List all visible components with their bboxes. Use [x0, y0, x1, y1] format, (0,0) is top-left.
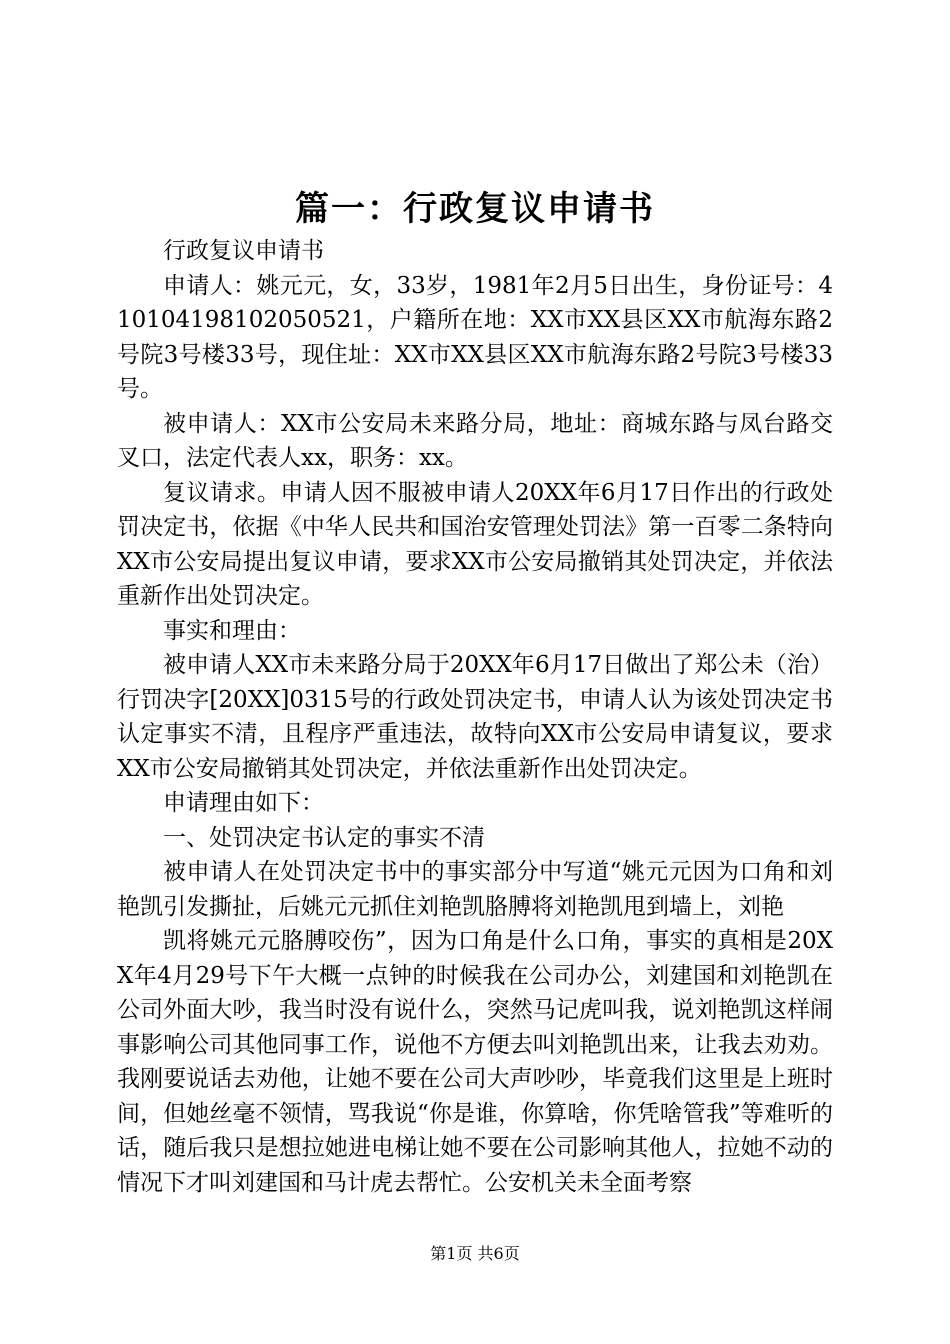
paragraph-statement-continued: 凯将姚元元胳膊咬伤”，因为口角是什么口角，事实的真相是20XX年4月29号下午大概一点钟的时候我在公司办公，刘建国和刘艳凯在公司外面大吵，我当时没有说什么，突然马记虎叫我，说刘艳凯这样闹事影响公司其他同事工作，说他不方便去叫刘艳凯出来，让我去劝劝。我刚要说话去劝他，让她不要在公司大声吵吵，毕竟我们这里是上班时间，但她丝毫不领情，骂我说“你是谁，你算啥，你凭啥管我”等难听的话，随后我只是想拉她进电梯让她不要在公司影响其他人，拉她不动的情况下才叫刘建国和马计虎去帮忙。公安机关未全面考察	[117, 928, 833, 1196]
paragraph-respondent: 被申请人：XX市公安局未来路分局，地址：商城东路与凤台路交叉口，法定代表人xx，职务：xx。	[117, 410, 833, 471]
paragraph-facts: 被申请人XX市未来路分局于20XX年6月17日做出了郑公未（治）行罚决字[20XX]0315号的行政处罚决定书，申请人认为该处罚决定书认定事实不清，且程序严重违法，故特向XX市公安局申请复议，要求XX市公安局撤销其处罚决定，并依法重新作出处罚决定。	[117, 652, 833, 782]
document-body	[117, 234, 833, 1200]
page-footer: 第1页 共6页	[430, 1244, 520, 1263]
document-title: 篇一：行政复议申请书	[295, 189, 655, 229]
paragraph-statement: 被申请人在处罚决定书中的事实部分中写道“姚元元因为口角和刘艳凯引发撕扯，后姚元元抓住刘艳凯胳膊将刘艳凯甩到墙上，刘艳	[117, 859, 833, 920]
paragraph-heading: 行政复议申请书	[163, 238, 324, 264]
paragraph-section-one: 一、处罚决定书认定的事实不清	[163, 824, 485, 851]
paragraph-reasons-heading: 申请理由如下：	[163, 790, 324, 816]
paragraph-applicant: 申请人：姚元元，女，33岁，1981年2月5日出生，身份证号：410104198102050521，户籍所在地：XX市XX县区XX市航海东路2号院3号楼33号，现住址：XX市XX县区XX市航海东路2号院3号楼33号。	[117, 272, 833, 402]
paragraph-request: 复议请求。申请人因不服被申请人20XX年6月17日作出的行政处罚决定书，依据《中华人民共和国治安管理处罚法》第一百零二条特向XX市公安局提出复议申请，要求XX市公安局撤销其处罚决定，并依法重新作出处罚决定。	[117, 479, 833, 609]
paragraph-facts-heading: 事实和理由：	[163, 617, 301, 644]
